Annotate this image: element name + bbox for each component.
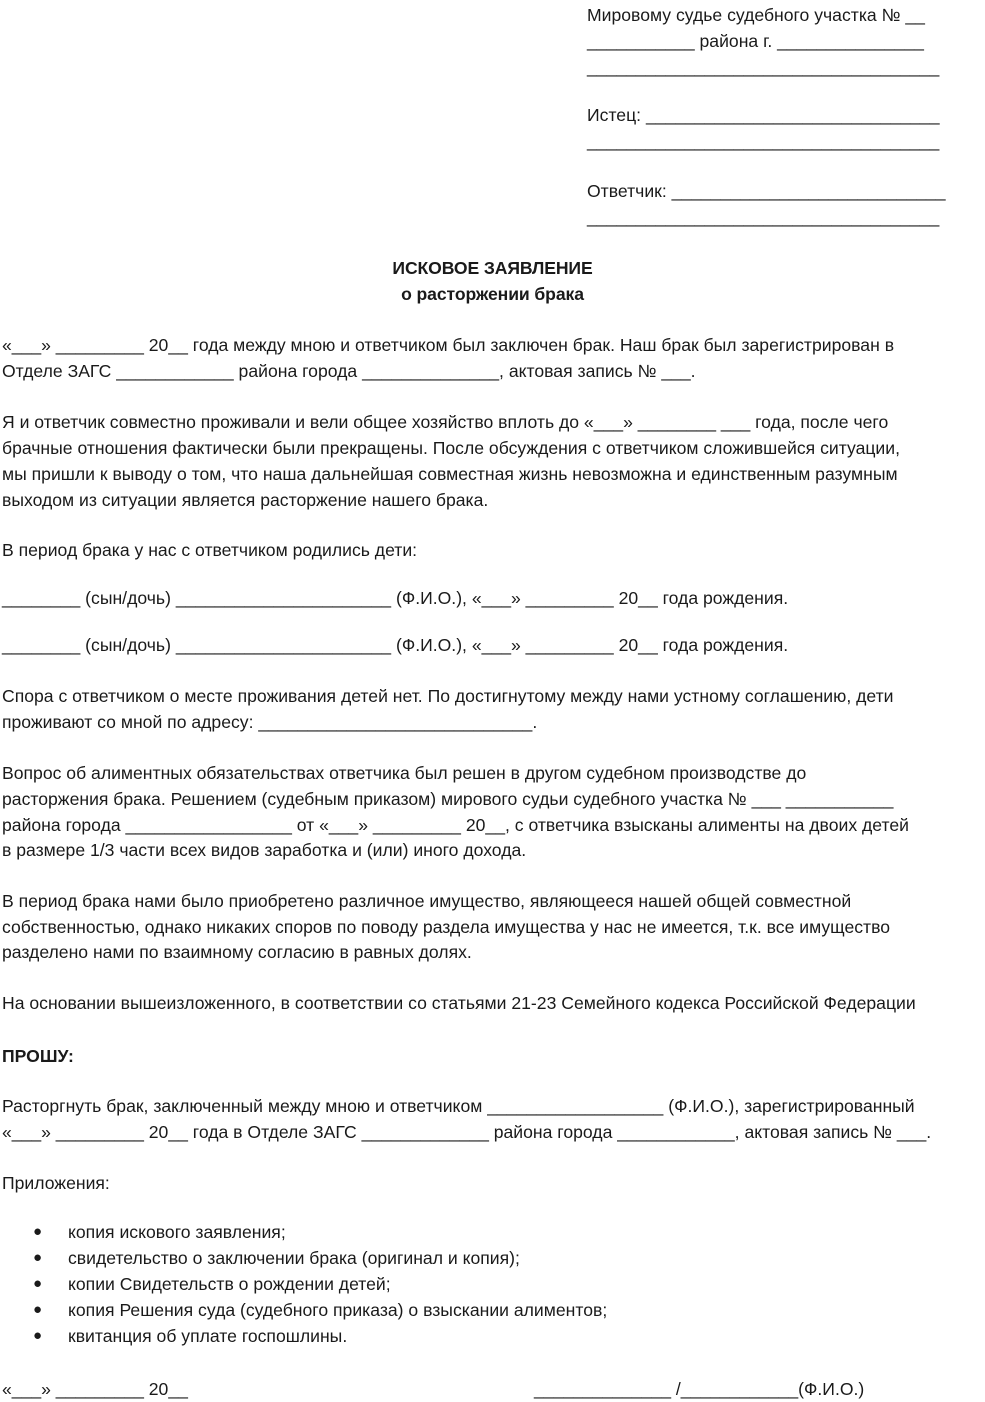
- request-line-1: Расторгнуть брак, заключенный между мною и ответчиком __________________ (Ф.И.О.), зарегистрированный: [2, 1096, 915, 1116]
- header-plaintiff-cont: ____________________________________: [587, 131, 940, 151]
- request-line-2: «___» _________ 20__ года в Отделе ЗАГС _____________ района города ____________, актовая запись № ___.: [2, 1122, 932, 1142]
- request-heading: ПРОШУ:: [2, 1046, 74, 1066]
- attachment-text: копии Свидетельств о рождении детей;: [68, 1274, 391, 1294]
- paragraph-residence-line-2: проживают со мной по адресу: ____________________________.: [2, 712, 538, 732]
- paragraph-alimony-line-1: Вопрос об алиментных обязательствах ответчика был решен в другом судебном производстве до: [2, 763, 807, 783]
- document-subtitle: о расторжении брака: [401, 284, 584, 304]
- paragraph-separation-line-3: мы пришли к выводу о том, что наша дальнейшая совместная жизнь невозможна и единственным разумным: [2, 464, 898, 484]
- bullet-icon: ●: [33, 1275, 43, 1292]
- child-entry-2: ________ (сын/дочь) ______________________ (Ф.И.О.), «___» _________ 20__ года рождения.: [2, 635, 789, 655]
- paragraph-residence-line-1: Спора с ответчиком о месте проживания детей нет. По достигнутому между нами устному соглашению, дети: [2, 686, 894, 706]
- paragraph-separation-line-2: брачные отношения фактически были прекращены. После обсуждения с ответчиком сложившейся ситуации,: [2, 438, 900, 458]
- paragraph-property-line-3: разделено нами по взаимному согласию в равных долях.: [2, 942, 472, 962]
- paragraph-separation-line-1: Я и ответчик совместно проживали и вели общее хозяйство вплоть до «___» ________ ___ года, после чего: [2, 412, 889, 432]
- header-blank-line: ____________________________________: [587, 57, 940, 77]
- bullet-icon: ●: [33, 1301, 43, 1318]
- paragraph-alimony-line-2: расторжения брака. Решением (судебным приказом) мирового судьи судебного участка № ___ ___________: [2, 789, 894, 809]
- header-district: ___________ района г. _______________: [587, 31, 924, 51]
- paragraph-children-intro: В период брака у нас с ответчиком родились дети:: [2, 540, 418, 560]
- bullet-icon: ●: [33, 1249, 43, 1266]
- header-plaintiff: Истец: ______________________________: [587, 105, 940, 125]
- bullet-icon: ●: [33, 1223, 43, 1240]
- attachment-text: квитанция об уплате госпошлины.: [68, 1326, 348, 1346]
- paragraph-property-line-2: собственностью, однако никаких споров по поводу раздела имущества у нас не имеется, т.к. все имущество: [2, 917, 891, 937]
- attachment-text: копия искового заявления;: [68, 1222, 286, 1242]
- paragraph-alimony-line-3: района города _________________ от «___» _________ 20__, с ответчика взысканы алименты на двоих детей: [2, 815, 909, 835]
- header-defendant: Ответчик: ____________________________: [587, 181, 946, 201]
- bullet-icon: ●: [33, 1327, 43, 1344]
- signature-date: «___» _________ 20__: [2, 1379, 188, 1399]
- paragraph-marriage-line-2: Отделе ЗАГС ____________ района города ______________, актовая запись № ___.: [2, 361, 696, 381]
- paragraph-alimony-line-4: в размере 1/3 части всех видов заработка и (или) иного дохода.: [2, 840, 527, 860]
- document-title: ИСКОВОЕ ЗАЯВЛЕНИЕ: [392, 258, 593, 278]
- child-entry-1: ________ (сын/дочь) ______________________ (Ф.И.О.), «___» _________ 20__ года рождения.: [2, 588, 789, 608]
- paragraph-marriage-line-1: «___» _________ 20__ года между мною и ответчиком был заключен брак. Наш брак был зарегистрирован в: [2, 335, 895, 355]
- paragraph-separation-line-4: выходом из ситуации является расторжение нашего брака.: [2, 490, 489, 510]
- paragraph-property-line-1: В период брака нами было приобретено различное имущество, являющееся нашей общей совместной: [2, 891, 852, 911]
- attachment-text: свидетельство о заключении брака (оригинал и копия);: [68, 1248, 520, 1268]
- signature-line: ______________ /____________(Ф.И.О.): [534, 1379, 865, 1399]
- header-court: Мировому судье судебного участка № __: [587, 5, 925, 25]
- attachments-label: Приложения:: [2, 1173, 110, 1193]
- attachment-text: копия Решения суда (судебного приказа) о взыскании алиментов;: [68, 1300, 608, 1320]
- paragraph-legal-basis: На основании вышеизложенного, в соответствии со статьями 21-23 Семейного кодекса Российской Федерации: [2, 993, 916, 1013]
- header-defendant-cont: ____________________________________: [587, 207, 940, 227]
